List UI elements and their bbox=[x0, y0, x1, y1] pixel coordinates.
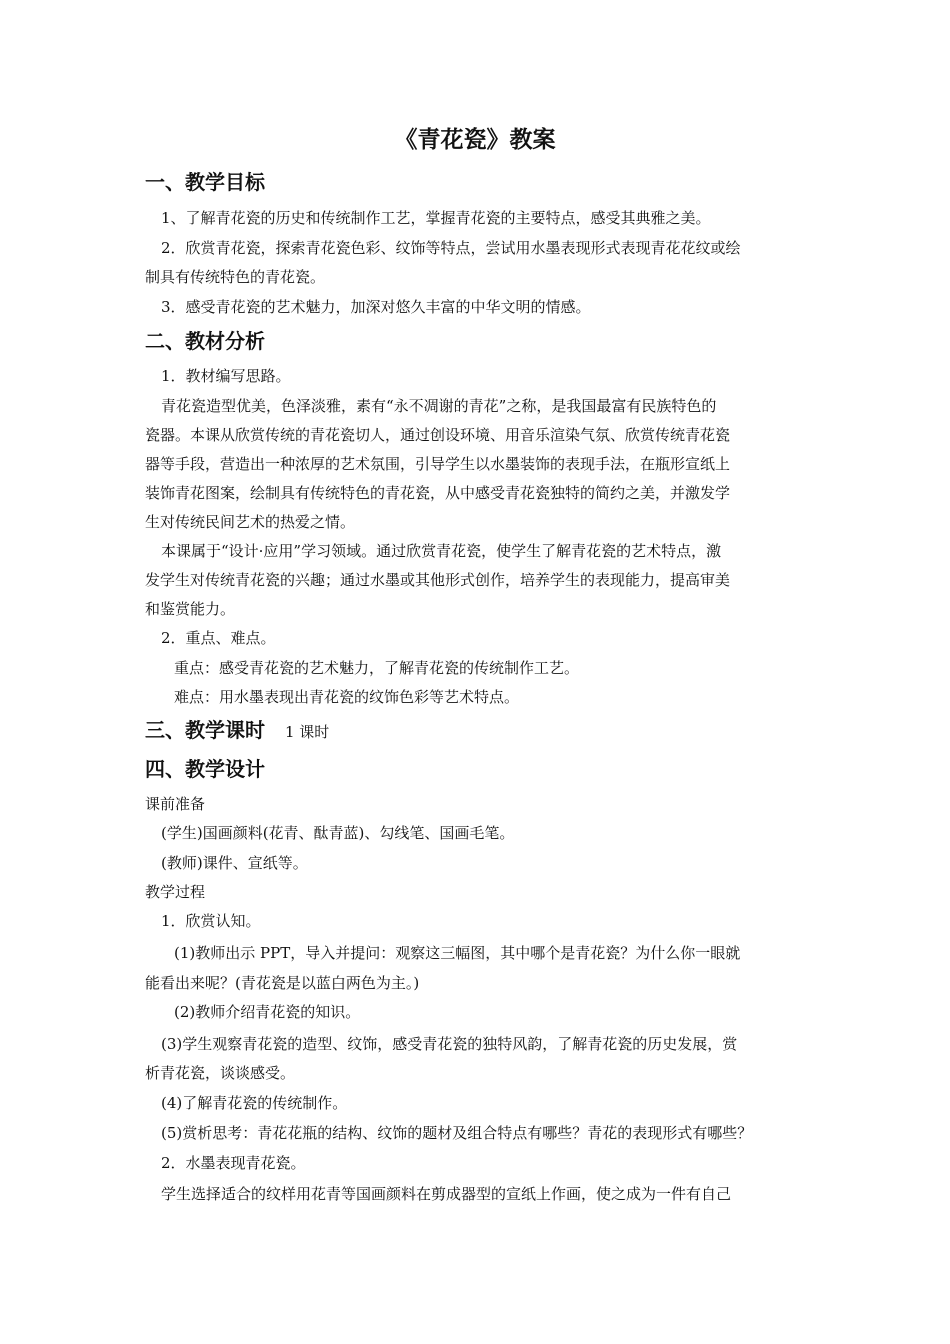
section-heading-teaching-design: 四、教学设计 bbox=[145, 757, 265, 781]
section-heading-objectives: 一、教学目标 bbox=[145, 170, 265, 194]
paragraph-line: 2．欣赏青花瓷，探索青花瓷色彩、纹饰等特点，尝试用水墨表现形式表现青花花纹或绘 bbox=[161, 239, 741, 257]
class-hours-value: 1 课时 bbox=[285, 723, 330, 741]
section-heading-class-hours bbox=[145, 716, 329, 746]
paragraph-line: (3)学生观察青花瓷的造型、纹饰，感受青花瓷的独特风韵，了解青花瓷的历史发展，赏 bbox=[161, 1035, 738, 1053]
paragraph-line: 教学过程 bbox=[145, 883, 206, 901]
paragraph-line: (1)教师出示 PPT，导入并提问：观察这三幅图，其中哪个是青花瓷？为什么你一眼就 bbox=[174, 944, 741, 962]
paragraph-line: 析青花瓷，谈谈感受。 bbox=[145, 1064, 296, 1082]
paragraph-line: (5)赏析思考：青花花瓶的结构、纹饰的题材及组合特点有哪些？青花的表现形式有哪些？ bbox=[161, 1124, 753, 1142]
document-title: 《青花瓷》教案 bbox=[394, 127, 556, 153]
section-heading-text: 三、教学课时 bbox=[145, 718, 265, 742]
paragraph-line: 课前准备 bbox=[145, 795, 206, 813]
paragraph-line: (学生)国画颜料(花青、酞青蓝)、勾线笔、国画毛笔。 bbox=[161, 824, 515, 842]
paragraph-line: (教师)课件、宣纸等。 bbox=[161, 854, 308, 872]
paragraph-line: 1．教材编写思路。 bbox=[161, 367, 291, 385]
paragraph-line: 瓷器。本课从欣赏传统的青花瓷切人，通过创设环境、用音乐渲染气氛、欣赏传统青花瓷 bbox=[145, 426, 731, 444]
paragraph-line: 制具有传统特色的青花瓷。 bbox=[145, 268, 326, 286]
paragraph-line: 重点：感受青花瓷的艺术魅力，了解青花瓷的传统制作工艺。 bbox=[174, 659, 580, 677]
paragraph-line: 本课属于“设计·应用”学习领域。通过欣赏青花瓷，使学生了解青花瓷的艺术特点，激 bbox=[161, 542, 722, 560]
paragraph-line: 3．感受青花瓷的艺术魅力，加深对悠久丰富的中华文明的情感。 bbox=[161, 298, 591, 316]
paragraph-line: 发学生对传统青花瓷的兴趣；通过水墨或其他形式创作，培养学生的表现能力，提高审美 bbox=[145, 571, 731, 589]
paragraph-line: (4)了解青花瓷的传统制作。 bbox=[161, 1094, 348, 1112]
paragraph-line: 1、了解青花瓷的历史和传统制作工艺，掌握青花瓷的主要特点，感受其典雅之美。 bbox=[161, 209, 711, 227]
paragraph-line: 2．重点、难点。 bbox=[161, 629, 276, 647]
paragraph-line: 1．欣赏认知。 bbox=[161, 912, 261, 930]
paragraph-line: 生对传统民间艺术的热爱之情。 bbox=[145, 513, 356, 531]
paragraph-line: 装饰青花图案，绘制具有传统特色的青花瓷，从中感受青花瓷独特的简约之美，并激发学 bbox=[145, 484, 731, 502]
section-heading-material-analysis: 二、教材分析 bbox=[145, 329, 265, 353]
paragraph-line: 难点：用水墨表现出青花瓷的纹饰色彩等艺术特点。 bbox=[174, 688, 520, 706]
paragraph-line: 学生选择适合的纹样用花青等国画颜料在剪成器型的宣纸上作画，使之成为一件有自己 bbox=[161, 1185, 732, 1203]
paragraph-line: 和鉴赏能力。 bbox=[145, 600, 236, 618]
paragraph-line: (2)教师介绍青花瓷的知识。 bbox=[174, 1003, 361, 1021]
paragraph-line: 器等手段，营造出一种浓厚的艺术氛围，引导学生以水墨装饰的表现手法，在瓶形宣纸上 bbox=[145, 455, 731, 473]
paragraph-line: 2．水墨表现青花瓷。 bbox=[161, 1154, 306, 1172]
paragraph-line: 青花瓷造型优美，色泽淡雅，素有“永不凋谢的青花”之称，是我国最富有民族特色的 bbox=[161, 397, 717, 415]
paragraph-line: 能看出来呢？(青花瓷是以蓝白两色为主。) bbox=[145, 974, 420, 992]
